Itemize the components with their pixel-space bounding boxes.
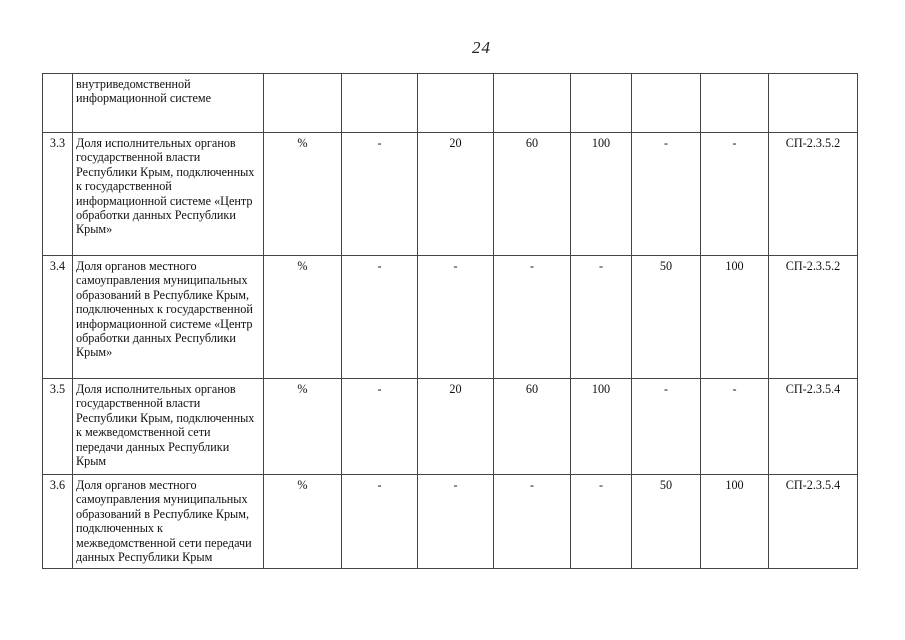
value-cell: - (494, 256, 571, 379)
indicator-name-cell: Доля исполнительных органов государственной власти Республики Крым, подключенных к государственной информационной системе «Центр обработки данных Республики Крым» (73, 133, 264, 256)
unit-cell: % (264, 475, 342, 569)
value-cell: - (494, 475, 571, 569)
table-row (43, 379, 858, 475)
row-number-cell: 3.6 (43, 475, 73, 569)
empty-cell (418, 74, 494, 133)
value-cell: 100 (571, 379, 632, 475)
indicators-table (42, 73, 858, 569)
value-cell: 60 (494, 133, 571, 256)
empty-cell (264, 74, 342, 133)
row-number-cell: 3.5 (43, 379, 73, 475)
row-number-cell: 3.3 (43, 133, 73, 256)
reference-cell: СП-2.3.5.2 (769, 256, 858, 379)
empty-cell (769, 74, 858, 133)
page-number: 24 (472, 38, 491, 57)
row-number-cell (43, 74, 73, 133)
table-row (43, 256, 858, 379)
value-cell: - (342, 475, 418, 569)
indicator-name-cell: Доля исполнительных органов государственной власти Республики Крым, подключенных к межведомственной сети передачи данных Республики Крым (73, 379, 264, 475)
table-row (43, 475, 858, 569)
indicator-name-cell: Доля органов местного самоуправления муниципальных образований в Республике Крым, подключенных к межведомственной сети передачи данных Республики Крым (73, 475, 264, 569)
value-cell: - (571, 256, 632, 379)
reference-cell: СП-2.3.5.4 (769, 379, 858, 475)
value-cell: - (418, 256, 494, 379)
table-row (43, 133, 858, 256)
table-row-continuation (43, 74, 858, 133)
indicator-name-cell: Доля органов местного самоуправления муниципальных образований в Республике Крым, подключенных к государственной информационной системе «Центр обработки данных Республики Крым» (73, 256, 264, 379)
reference-cell: СП-2.3.5.4 (769, 475, 858, 569)
row-number-cell: 3.4 (43, 256, 73, 379)
empty-cell (571, 74, 632, 133)
value-cell: 100 (571, 133, 632, 256)
value-cell: - (342, 256, 418, 379)
value-cell: - (632, 133, 701, 256)
value-cell: 50 (632, 475, 701, 569)
unit-cell: % (264, 256, 342, 379)
empty-cell (701, 74, 769, 133)
unit-cell: % (264, 379, 342, 475)
value-cell: 20 (418, 379, 494, 475)
value-cell: - (418, 475, 494, 569)
value-cell: - (342, 133, 418, 256)
value-cell: - (632, 379, 701, 475)
reference-cell: СП-2.3.5.2 (769, 133, 858, 256)
empty-cell (342, 74, 418, 133)
value-cell: 20 (418, 133, 494, 256)
empty-cell (494, 74, 571, 133)
value-cell: - (701, 379, 769, 475)
value-cell: 50 (632, 256, 701, 379)
value-cell: - (701, 133, 769, 256)
value-cell: - (342, 379, 418, 475)
unit-cell: % (264, 133, 342, 256)
value-cell: - (571, 475, 632, 569)
empty-cell (632, 74, 701, 133)
value-cell: 100 (701, 475, 769, 569)
value-cell: 60 (494, 379, 571, 475)
indicator-name-cell: внутриведомственной информационной системе (73, 74, 264, 133)
value-cell: 100 (701, 256, 769, 379)
